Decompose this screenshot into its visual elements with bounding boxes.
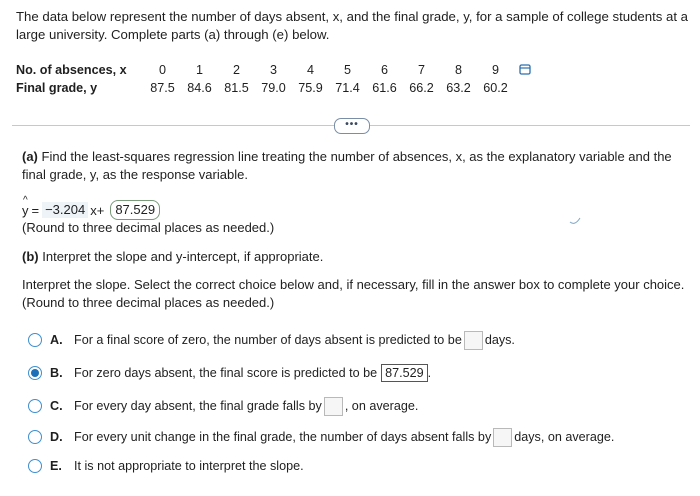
y-cell: 84.6	[187, 81, 212, 95]
x-cell: 0	[158, 63, 166, 77]
choice-letter: E.	[50, 459, 62, 473]
problem-intro: The data below represent the number of days absent, x, and the final grade, y, for a sample of college students at a large university. Complete parts (a) through (e) below.	[16, 9, 688, 42]
x-cell: 3	[269, 63, 277, 77]
y-cell: 63.2	[446, 81, 471, 95]
row-label-y: Final grade, y	[16, 81, 98, 95]
part-b-text: Interpret the slope and y-intercept, if appropriate.	[42, 249, 324, 264]
x-plus-text: x+	[90, 202, 105, 218]
x-cell: 4	[306, 63, 314, 77]
part-a-label: (a)	[22, 149, 38, 164]
y-cell: 71.4	[335, 81, 360, 95]
choice-b[interactable]	[28, 363, 431, 383]
choice-letter: D.	[50, 430, 63, 444]
y-hat-symbol: ^ y	[22, 203, 29, 218]
choice-text: For zero days absent, the final score is predicted to be	[74, 366, 378, 380]
y-cell: 81.5	[224, 81, 249, 95]
intercept-answer[interactable]: 87.529	[110, 200, 160, 220]
equals-sign: =	[31, 202, 40, 218]
part-b-round-note: (Round to three decimal places as needed.)	[22, 295, 275, 310]
x-cell: 1	[195, 63, 203, 77]
x-cell: 8	[454, 63, 462, 77]
radio-a[interactable]	[28, 333, 42, 347]
radio-c[interactable]	[28, 399, 42, 413]
data-table	[16, 61, 514, 97]
copy-data-icon[interactable]	[519, 64, 533, 76]
regression-equation	[22, 200, 160, 220]
radio-e[interactable]	[28, 459, 42, 473]
choice-a[interactable]	[28, 330, 515, 350]
choice-letter: B.	[50, 366, 63, 380]
y-cell: 60.2	[483, 81, 508, 95]
slope-answer[interactable]: −3.204	[42, 202, 88, 218]
choice-text: It is not appropriate to interpret the slope.	[74, 459, 304, 473]
choice-text: For every day absent, the final grade falls by	[74, 399, 322, 413]
choice-letter: A.	[50, 333, 63, 347]
choice-e[interactable]	[28, 456, 304, 476]
y-cell: 79.0	[261, 81, 286, 95]
choice-text: For every unit change in the final grade, the number of days absent falls by	[74, 430, 492, 444]
table-row-y	[16, 79, 514, 97]
scroll-cursor-icon	[568, 216, 582, 226]
choice-letter: C.	[50, 399, 63, 413]
x-cell: 5	[343, 63, 351, 77]
choice-suffix: days, on average.	[514, 430, 615, 444]
choice-suffix: , on average.	[344, 399, 419, 413]
y-cell: 75.9	[298, 81, 323, 95]
y-cell: 87.5	[150, 81, 175, 95]
part-b-instruction: Interpret the slope. Select the correct choice below and, if necessary, fill in the answer box to complete your choice.	[22, 277, 685, 292]
x-cell: 7	[417, 63, 425, 77]
part-b-label: (b)	[22, 249, 39, 264]
row-label-x: No. of absences, x	[16, 63, 127, 77]
choice-d[interactable]	[28, 427, 614, 447]
x-cell: 6	[380, 63, 388, 77]
part-a-round-note: (Round to three decimal places as needed.)	[22, 220, 275, 235]
show-more-button[interactable]: •••	[334, 118, 370, 134]
y-cell: 61.6	[372, 81, 397, 95]
radio-b-selected[interactable]	[28, 366, 42, 380]
choice-c[interactable]	[28, 396, 418, 416]
radio-d[interactable]	[28, 430, 42, 444]
part-a-prompt	[22, 148, 682, 184]
x-cell: 2	[232, 63, 240, 77]
y-cell: 66.2	[409, 81, 434, 95]
choice-text: For a final score of zero, the number of days absent is predicted to be	[74, 333, 462, 347]
x-cell: 9	[491, 63, 499, 77]
part-b-prompt	[22, 248, 323, 266]
choice-suffix: .	[427, 366, 432, 380]
table-row-x	[16, 61, 514, 79]
answer-box-d[interactable]	[493, 428, 512, 447]
part-a-text: Find the least-squares regression line treating the number of absences, x, as the explanatory variable and the final grade, y, as the response variable.	[22, 149, 672, 182]
choice-suffix: days.	[484, 333, 515, 347]
answer-box-b[interactable]: 87.529	[381, 364, 428, 382]
answer-box-c[interactable]	[324, 397, 343, 416]
answer-box-a[interactable]	[464, 331, 483, 350]
